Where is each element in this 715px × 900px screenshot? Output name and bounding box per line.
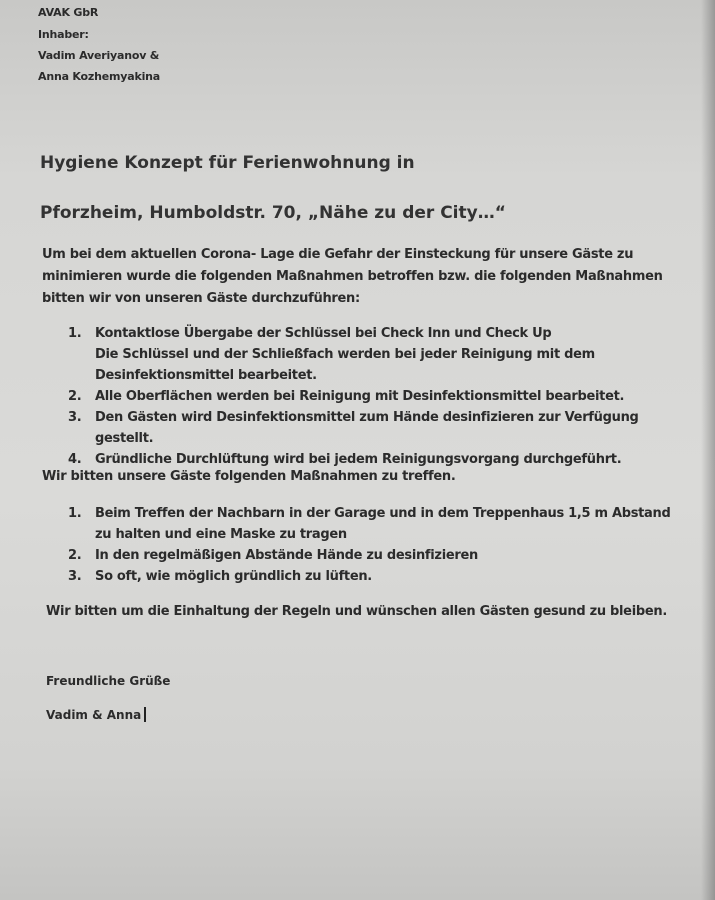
document-title-line-2: Pforzheim, Humboldstr. 70, „Nähe zu der City…“	[40, 203, 506, 223]
list-item-text: Alle Oberflächen werden bei Reinigung mit Desinfektionsmittel bearbeitet.	[95, 389, 625, 404]
intro-paragraph: Um bei dem aktuellen Corona- Lage die Gefahr der Einsteckung für unsere Gäste zu minimieren wurde die folgenden Maßnahmen betroffen bzw. die folgenden Maßnahmen bitten wir von unseren Gäste durchzuführen:	[42, 247, 663, 306]
list-item-number: 3.	[68, 569, 82, 584]
list-item-text: Den Gästen wird Desinfektionsmittel zum Hände desinfizieren zur Verfügung gestellt.	[95, 410, 639, 446]
list-item-text-continued: Die Schlüssel und der Schließfach werden bei jeder Reinigung mit dem Desinfektionsmittel bearbeitet.	[95, 347, 595, 383]
list-item	[68, 386, 683, 407]
list-item-number: 2.	[68, 548, 82, 563]
list-item	[68, 323, 683, 386]
guest-measures-list	[68, 503, 683, 587]
owner-name-1: Vadim Averiyanov &	[38, 49, 160, 62]
list-item-number: 2.	[68, 389, 82, 404]
list-item-number: 4.	[68, 452, 82, 467]
list-item-text: Gründliche Durchlüftung wird bei jedem Reinigungsvorgang durchgeführt.	[95, 452, 622, 467]
list-item	[68, 566, 683, 587]
list-item-text: Kontaktlose Übergabe der Schlüssel bei Check Inn und Check Up	[95, 326, 552, 341]
list-item	[68, 503, 683, 545]
list-item-text: In den regelmäßigen Abstände Hände zu desinfizieren	[95, 548, 478, 563]
text-cursor	[144, 707, 146, 722]
list-item-number: 1.	[68, 326, 82, 341]
guest-measures-intro: Wir bitten unsere Gäste folgenden Maßnahmen zu treffen.	[42, 469, 456, 484]
list-item-number: 3.	[68, 410, 82, 425]
signature-line[interactable]	[46, 707, 146, 722]
list-item-text: Beim Treffen der Nachbarn in der Garage und in dem Treppenhaus 1,5 m Abstand zu halten und eine Maske zu tragen	[95, 506, 671, 542]
list-item-text: So oft, wie möglich gründlich zu lüften.	[95, 569, 372, 584]
company-name: AVAK GbR	[38, 6, 99, 19]
signature: Vadim & Anna	[46, 708, 142, 722]
list-item	[68, 407, 683, 449]
greeting: Freundliche Grüße	[46, 674, 171, 688]
list-item	[68, 545, 683, 566]
list-item-number: 1.	[68, 506, 82, 521]
hygiene-measures-list	[68, 323, 683, 470]
owners-label: Inhaber:	[38, 28, 89, 41]
screen-edge-shadow	[701, 0, 715, 900]
closing-paragraph: Wir bitten um die Einhaltung der Regeln und wünschen allen Gästen gesund zu bleiben.	[46, 604, 667, 619]
document-title-line-1: Hygiene Konzept für Ferienwohnung in	[40, 153, 415, 173]
owner-name-2: Anna Kozhemyakina	[38, 70, 161, 83]
